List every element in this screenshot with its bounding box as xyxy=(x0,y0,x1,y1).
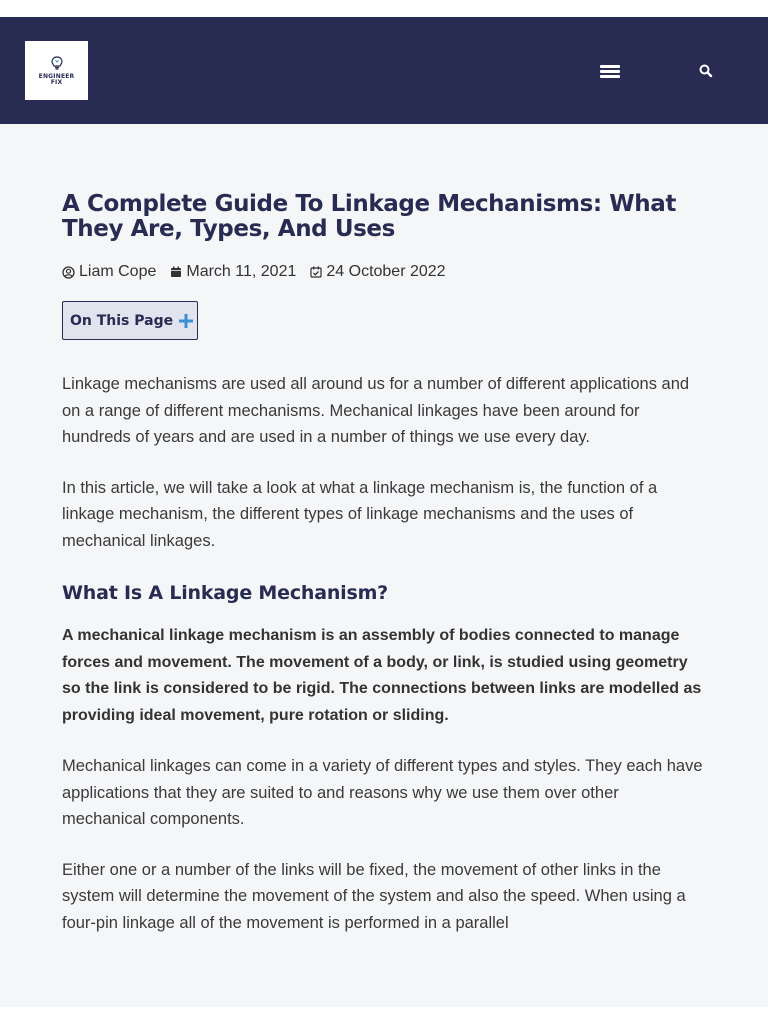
plus-icon xyxy=(179,314,193,328)
published-date[interactable] xyxy=(170,263,296,281)
updated-date-text: 24 October 2022 xyxy=(326,263,446,280)
logo-line1: ENGINEER xyxy=(38,72,75,80)
calendar-icon xyxy=(170,266,182,278)
user-circle-icon xyxy=(62,266,75,279)
main-content xyxy=(0,124,768,1007)
body-paragraph-4: Either one or a number of the links will be fixed, the movement of other links in the system will determine the movement of the system and also the speed. When using a four-pin linkage all of the movement is performed in a parallel xyxy=(62,860,686,932)
site-header xyxy=(0,17,768,124)
body-paragraph-3: Mechanical linkages can come in a variety of different types and styles. They each have applications that they are suited to and reasons why we use them over other mechanical components. xyxy=(62,757,703,828)
definition-paragraph: A mechanical linkage mechanism is an assembly of bodies connected to manage forces and movement. The movement of a body, or link, is studied using geometry so the link is considered to be rigid. The connections between links are modelled as providing ideal movement, pure rotation or sliding. xyxy=(62,627,702,724)
updated-date xyxy=(310,263,445,281)
published-date-text: March 11, 2021 xyxy=(186,263,297,280)
search-icon xyxy=(697,62,715,80)
section-heading: What Is A Linkage Mechanism? xyxy=(62,582,388,604)
site-logo[interactable] xyxy=(25,41,88,100)
logo-line2: FIX xyxy=(50,78,63,86)
intro-paragraph-2: In this article, we will take a look at what a linkage mechanism is, the function of a linkage mechanism, the different types of linkage mechanisms and the uses of mechanical linkages. xyxy=(62,478,658,550)
search-button[interactable] xyxy=(697,62,715,80)
author-name: Liam Cope xyxy=(79,263,157,280)
page-title: A Complete Guide To Linkage Mechanisms: What They Are, Types, And Uses xyxy=(62,191,676,242)
intro-paragraph-1: Linkage mechanisms are used all around us for a number of different applications and on a range of different mechanisms. Mechanical linkages have been around for hundreds of years and are used in a number of things we use every day. xyxy=(62,375,690,446)
lightbulb-icon xyxy=(50,56,64,72)
hamburger-menu-button[interactable] xyxy=(597,61,622,81)
calendar-check-icon xyxy=(310,266,322,278)
author-link[interactable] xyxy=(62,263,156,281)
hamburger-menu-icon xyxy=(597,61,622,78)
article xyxy=(62,192,706,936)
top-strip xyxy=(0,0,768,17)
on-this-page-toggle[interactable] xyxy=(62,301,198,340)
article-meta xyxy=(62,263,706,281)
logo-text xyxy=(39,74,75,86)
toc-label: On This Page xyxy=(70,312,174,329)
bottom-strip xyxy=(0,1007,768,1024)
